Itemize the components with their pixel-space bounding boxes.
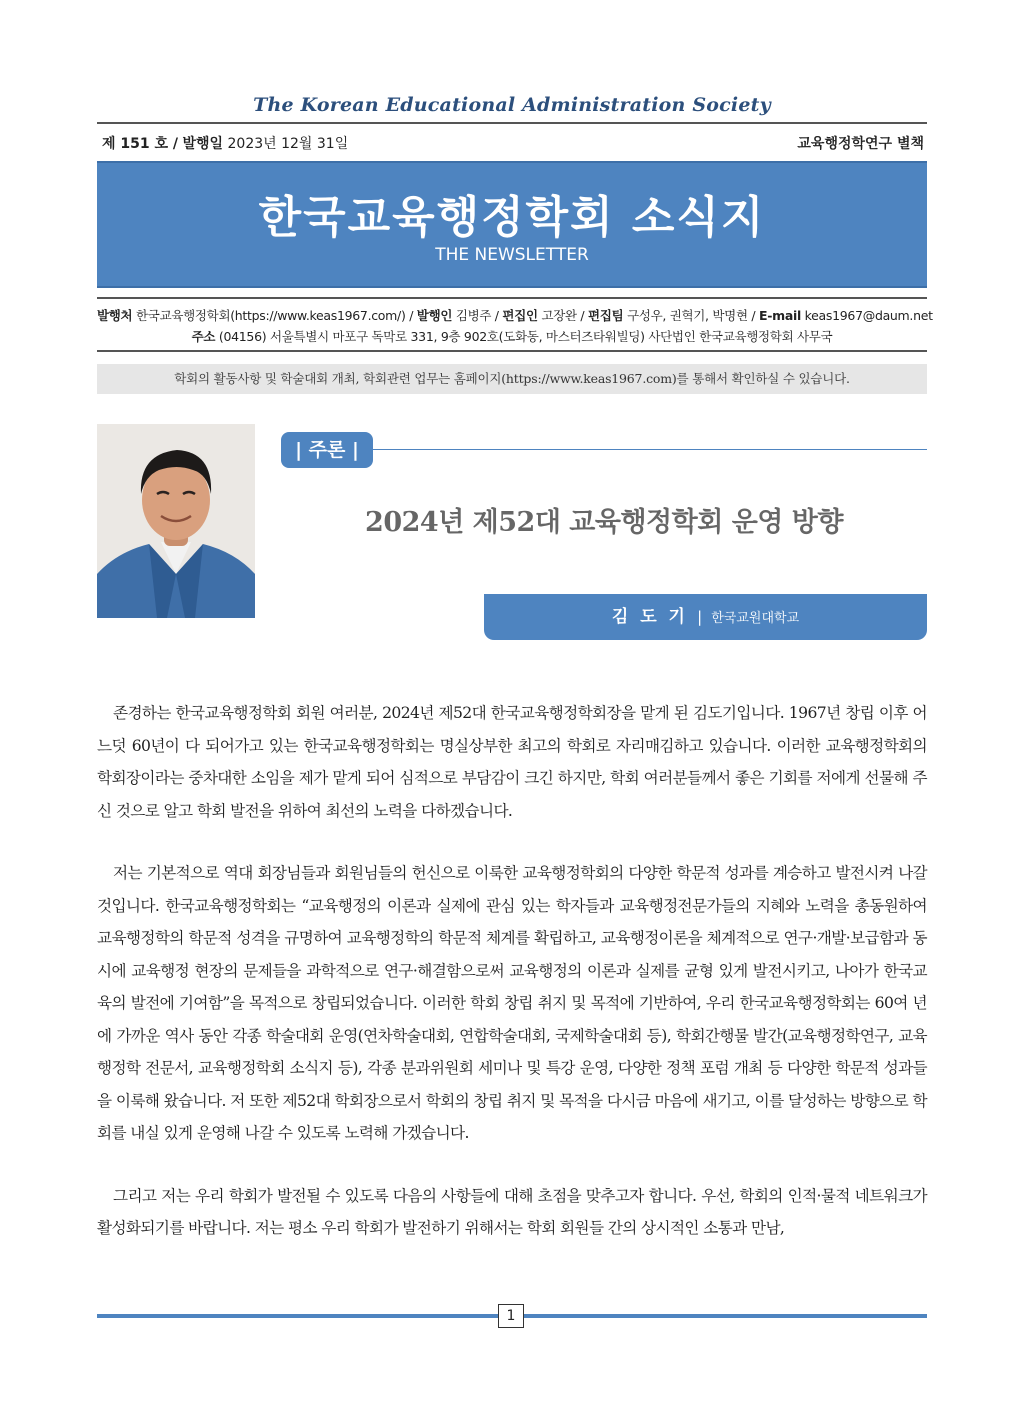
address-line [97, 327, 927, 345]
society-name: The Korean Educational Administration Society [253, 94, 771, 116]
issuer-label: 발행인 [416, 308, 453, 323]
newsletter-title: 한국교육행정학회 소식지 [258, 192, 766, 243]
publisher-line [97, 306, 933, 324]
editor-value: 고장완 / [541, 308, 585, 323]
author-info [484, 594, 927, 642]
publisher-top-rule [97, 297, 927, 299]
issue-info [102, 133, 348, 153]
article-body [97, 697, 927, 1275]
editor-label: 편집인 [502, 308, 538, 323]
page-number: 1 [498, 1304, 524, 1328]
supplement-label: 교육행정학연구 별책 [797, 136, 924, 152]
address-label: 주소 [191, 329, 216, 344]
paragraph: 존경하는 한국교육행정학회 회원 여러분, 2024년 제52대 한국교육행정학회장을 맡게 된 김도기입니다. 1967년 창립 이후 어느덧 60년이 다 되어가고 있는 한국교육행정학회는 명실상부한 최고의 학회로 자리매김하고 있습니다. 이러한 교육행정학회의 학회장이라는 중차대한 소임을 제가 맡게 되어 심적으로 부담감이 크긴 하지만, 학회 여러분들께서 좋은 기회를 저에게 선물해 주신 것으로 알고 학회 발전을 위하여 최선의 노력을 다하겠습니다. [97, 704, 927, 820]
author-separator: | [697, 608, 703, 626]
date-value: 2023년 12월 31일 [227, 136, 349, 152]
author-portrait-image [97, 424, 255, 618]
issue-info-row [102, 133, 924, 155]
paragraph: 저는 기본적으로 역대 회장님들과 회원님들의 헌신으로 이룩한 교육행정학회의 다양한 학문적 성과를 계승하고 발전시켜 나갈 것입니다. 한국교육행정학회는 “교육행정의 이론과 실제에 관심 있는 학자들과 교육행정전문가들의 지혜와 노력을 총동원하여 교육행정학의 학문적 성격을 규명하여 교육행정학의 학문적 체계를 확립하고, 교육행정이론을 체계적으로 연구·개발·보급함과 동시에 교육행정 현장의 문제들을 과학적으로 연구·해결함으로써 교육행정의 이론과 실제를 균형 있게 발전시키고, 나아가 한국교육의 발전에 기여함”을 목적으로 창립되었습니다. 이러한 학회 창립 취지 및 목적에 기반하여, 우리 한국교육행정학회는 60여 년에 가까운 역사 동안 각종 학술대회 운영(연차학술대회, 연합학술대회, 국제학술대회 등), 학회간행물 발간(교육행정학연구, 교육행정학 전문서, 교육행정학회 소식지 등), 각종 분과위원회 세미나 및 특강 운영, 다양한 정책 포럼 개최 등 다양한 학문적 성과들을 이룩해 왔습니다. 저 또한 제52대 학회장으로서 학회의 창립 취지 및 목적을 다시금 마음에 새기고, 이를 달성하는 방향으로 학회를 내실 있게 운영해 나갈 수 있도록 노력해 가겠습니다. [97, 864, 927, 1142]
newsletter-banner [97, 161, 927, 288]
author-bar [484, 594, 927, 640]
team-label: 편집팀 [588, 308, 624, 323]
publisher-bottom-rule [97, 350, 927, 352]
team-value: 구성우, 권혁기, 박명현 / [627, 308, 756, 323]
issue-number: 제 151 호 / [102, 136, 179, 152]
email-label: E-mail [759, 308, 801, 323]
issuer-value: 김병주 / [455, 308, 499, 323]
section-tag: | 주론 | [281, 432, 373, 468]
date-label: 발행일 [182, 136, 224, 152]
homepage-notice: 학회의 활동사항 및 학술대회 개최, 학회관련 업무는 홈페이지(https://www.keas1967.com)를 통해서 확인하실 수 있습니다. [97, 364, 927, 394]
email-value[interactable]: keas1967@daum.net [804, 308, 933, 323]
top-rule [97, 122, 927, 124]
publisher-value: 한국교육행정학회(https://www.keas1967.com/) / [136, 308, 414, 323]
paragraph: 그리고 저는 우리 학회가 발전될 수 있도록 다음의 사항들에 대해 초점을 맞추고자 합니다. 우선, 학회의 인적·물적 네트워크가 활성화되기를 바랍니다. 저는 평소 우리 학회가 발전하기 위해서는 학회 회원들 간의 상시적인 소통과 만남, [97, 1186, 927, 1237]
newsletter-subtitle: THE NEWSLETTER [435, 245, 589, 265]
publisher-label: 발행처 [97, 308, 133, 323]
author-photo [97, 424, 255, 618]
author-name: 김 도 기 [611, 607, 688, 627]
address-value: (04156) 서울특별시 마포구 독막로 331, 9층 902호(도화동, 마스터즈타워빌딩) 사단법인 한국교육행정학회 사무국 [218, 329, 833, 344]
author-affiliation: 한국교원대학교 [711, 611, 800, 626]
section-divider [373, 449, 927, 450]
article-title: 2024년 제52대 교육행정학회 운영 방향 [365, 507, 843, 538]
